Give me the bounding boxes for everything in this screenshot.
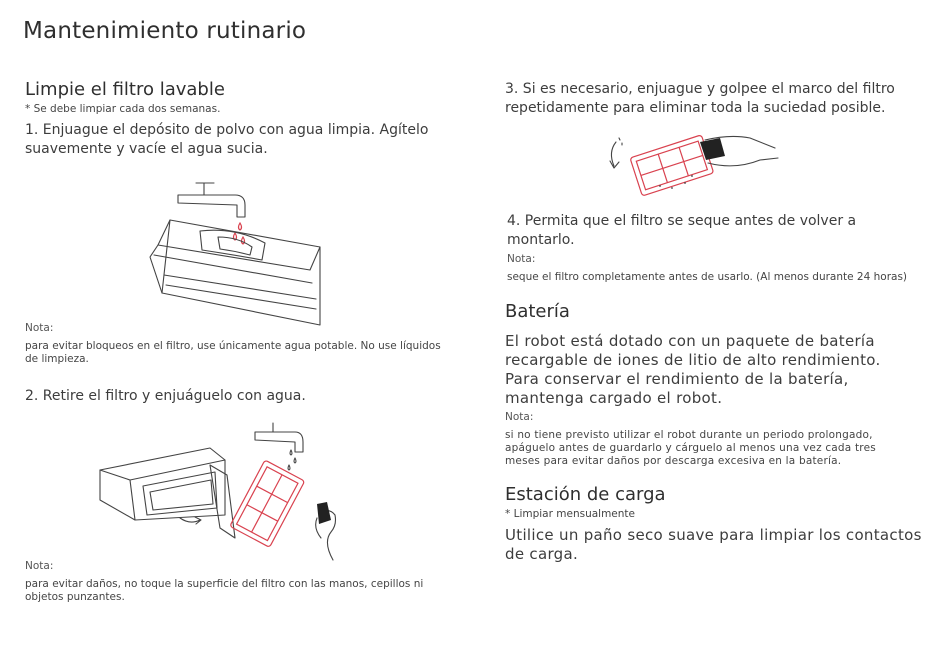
battery-note-text: si no tiene previsto utilizar el robot durante un periodo prolongado, apáguelo antes de guardarlo y cárguelo al menos una vez cada tres meses para evitar daños por descarga excesiva en la batería.: [505, 429, 876, 467]
note-1-text: para evitar bloqueos en el filtro, use únicamente agua potable. No use líquidos de limpieza.: [25, 340, 441, 365]
note-4-text: seque el filtro completamente antes de usarlo. (Al menos durante 24 horas): [507, 271, 908, 283]
note-2-text: para evitar daños, no toque la superficie del filtro con las manos, cepillos ni objetos punzantes.: [25, 578, 424, 603]
note-4-label: Nota:: [507, 253, 536, 265]
step-3-text: 3. Si es necesario, enjuague y golpee el marco del filtro repetidamente para eliminar toda la suciedad posible.: [505, 81, 895, 116]
battery-text: El robot está dotado con un paquete de batería recargable de iones de litio de alto rendimiento. Para conservar el rendimiento de la batería, mantenga cargado el robot.: [505, 332, 881, 407]
section-title-dock: Estación de carga: [505, 484, 666, 505]
note-1-label: Nota:: [25, 322, 54, 334]
dustbin-rinse-illustration: [140, 175, 340, 325]
section-title-filter: Limpie el filtro lavable: [25, 79, 225, 100]
filter-tap-illustration: [600, 128, 785, 198]
step-1-text: 1. Enjuague el depósito de polvo con agua limpia. Agítelo suavemente y vacíe el agua sucia.: [25, 122, 429, 157]
filter-removal-illustration: [95, 420, 375, 565]
note-2-label: Nota:: [25, 560, 54, 572]
step-4-text: 4. Permita que el filtro se seque antes de volver a montarlo.: [507, 213, 857, 248]
step-2-text: 2. Retire el filtro y enjuáguelo con agua.: [25, 388, 306, 404]
page-title: Mantenimiento rutinario: [23, 18, 307, 44]
section-title-battery: Batería: [505, 301, 570, 322]
dock-frequency-note: * Limpiar mensualmente: [505, 508, 635, 520]
battery-note-label: Nota:: [505, 411, 534, 423]
filter-frequency-note: * Se debe limpiar cada dos semanas.: [25, 103, 221, 115]
dock-text: Utilice un paño seco suave para limpiar los contactos de carga.: [505, 526, 922, 563]
